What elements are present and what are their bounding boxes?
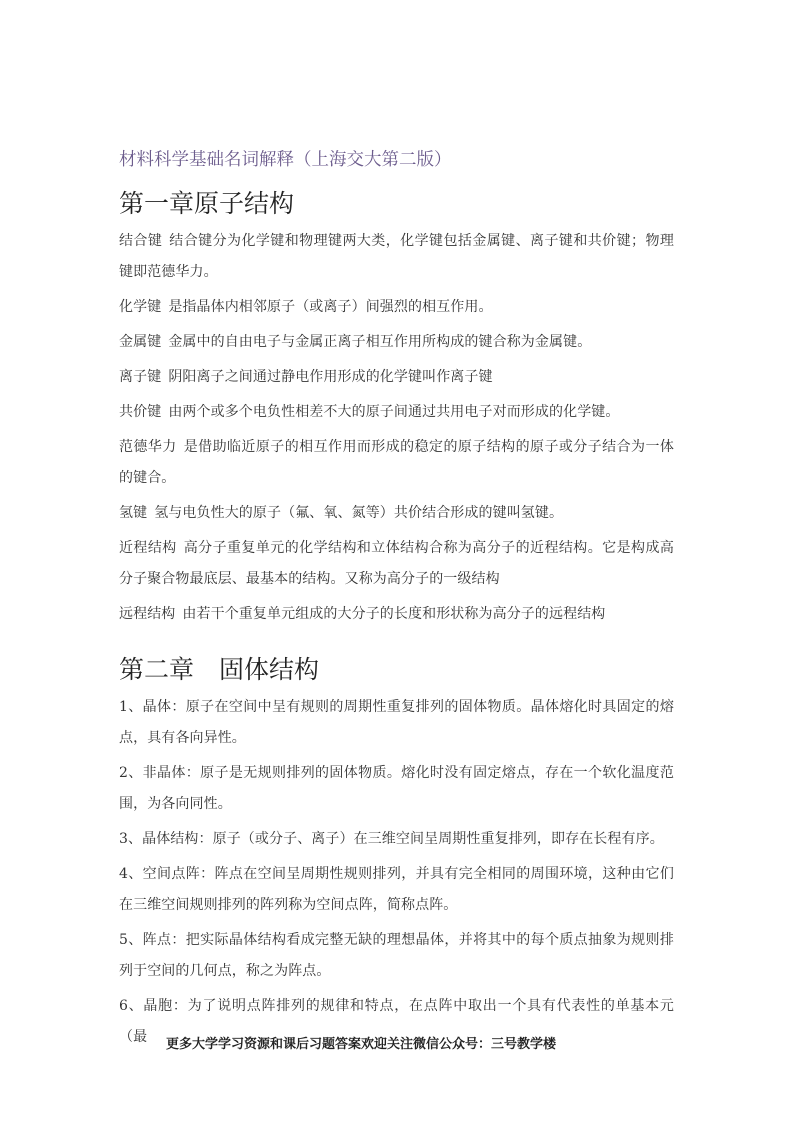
term: 金属键 (119, 334, 162, 350)
definition-entry (119, 498, 674, 529)
term: 共价键 (119, 404, 162, 420)
numbered-item: 6、晶胞：为了说明点阵排列的规律和特点，在点阵中取出一个具有代表性的单基本元（最 (119, 998, 674, 1045)
chapter-2-heading: 第二章 固体结构 (119, 655, 320, 684)
numbered-item: 4、空间点阵：阵点在空间呈周期性规则排列，并具有完全相同的周围环境，这种由它们在三维空间规则排列的阵列称为空间点阵，简称点阵。 (119, 866, 674, 913)
term: 结合键 (119, 233, 163, 249)
definition: 是借助临近原子的相互作用而形成的稳定的原子结构的原子或分子结合为一体的键合。 (119, 439, 674, 486)
term: 远程结构 (119, 606, 176, 622)
definition-entry (119, 599, 674, 630)
definition: 是指晶体内相邻原子（或离子）间强烈的相互作用。 (168, 299, 493, 315)
definition-entry (119, 533, 674, 595)
chapter-1-heading: 第一章原子结构 (119, 189, 295, 218)
definition-entry (119, 362, 674, 393)
document-title: 材料科学基础名词解释（上海交大第二版） (119, 150, 452, 170)
definition: 由两个或多个电负性相差不大的原子间通过共用电子对而形成的化学键。 (168, 404, 620, 420)
definition-entry (119, 397, 674, 428)
chapter-1-body (119, 226, 674, 634)
chapter-2-body (119, 692, 674, 1057)
definition-entry (119, 327, 674, 358)
footer-note: 更多大学学习资源和课后习题答案欢迎关注微信公众号：三号教学楼 (166, 1037, 557, 1052)
definition-entry (119, 226, 674, 288)
definition: 金属中的自由电子与金属正离子相互作用所构成的键合称为金属键。 (168, 334, 592, 350)
numbered-item: 5、阵点：把实际晶体结构看成完整无缺的理想晶体，并将其中的每个质点抽象为规则排列于空间的几何点，称之为阵点。 (119, 932, 674, 979)
definition: 结合键分为化学键和物理键两大类，化学键包括金属键、离子键和共价键；物理键即范德华力。 (119, 233, 674, 280)
definition: 由若干个重复单元组成的大分子的长度和形状称为高分子的远程结构 (182, 606, 606, 622)
definition: 高分子重复单元的化学结构和立体结构合称为高分子的近程结构。它是构成高分子聚合物最底层、最基本的结构。又称为高分子的一级结构 (119, 540, 674, 587)
term: 近程结构 (119, 540, 177, 556)
definition: 氢与电负性大的原子（氟、氧、氮等）共价结合形成的键叫氢键。 (154, 505, 564, 521)
numbered-item: 1、晶体：原子在空间中呈有规则的周期性重复排列的固体物质。晶体熔化时具固定的熔点，具有各向异性。 (119, 699, 674, 746)
numbered-item: 3、晶体结构：原子（或分子、离子）在三维空间呈周期性重复排列，即存在长程有序。 (119, 831, 664, 847)
numbered-item: 2、非晶体：原子是无规则排列的固体物质。熔化时没有固定熔点，存在一个软化温度范围，为各向同性。 (119, 765, 674, 812)
term: 范德华力 (119, 439, 177, 455)
definition-entry (119, 292, 674, 323)
term: 离子键 (119, 369, 162, 385)
term: 化学键 (119, 299, 162, 315)
definition: 阴阳离子之间通过静电作用形成的化学键叫作离子键 (168, 369, 493, 385)
term: 氢键 (119, 505, 148, 521)
definition-entry (119, 432, 674, 494)
